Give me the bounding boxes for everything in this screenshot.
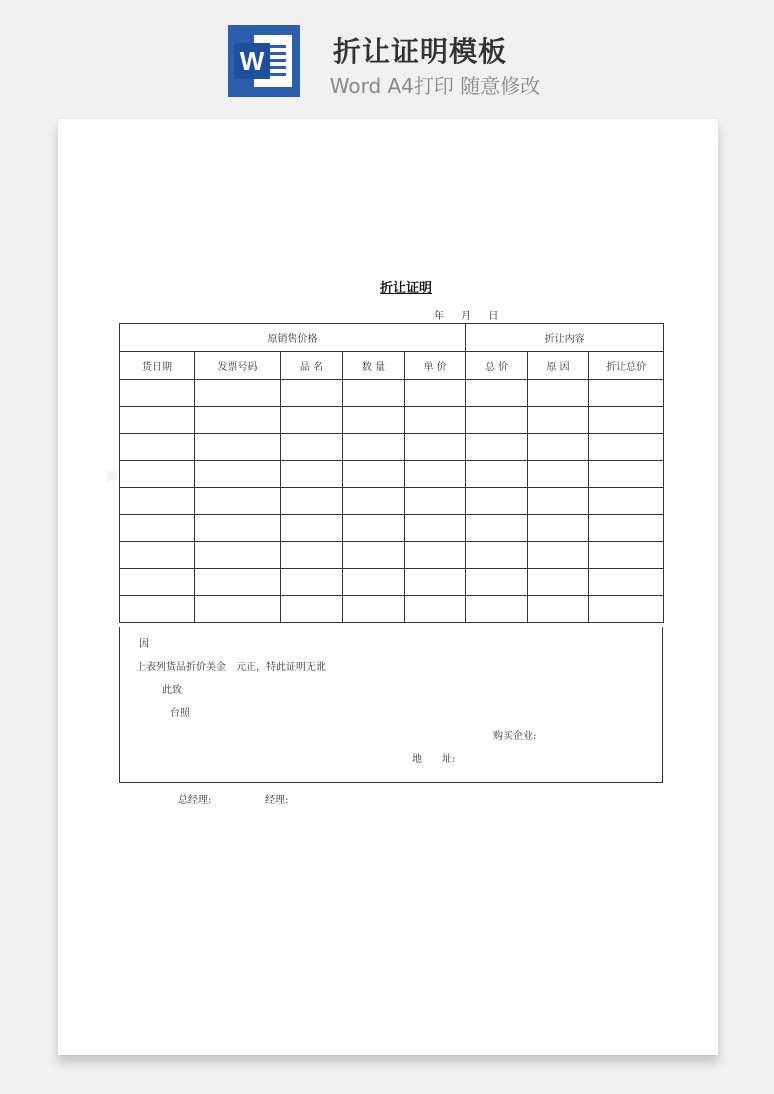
table-row	[120, 488, 664, 515]
table-cell	[195, 515, 281, 542]
column-header: 发票号码	[195, 352, 281, 380]
table-cell	[343, 515, 405, 542]
general-manager-label: 总经理:	[178, 795, 212, 806]
table-cell	[466, 488, 528, 515]
table-cell	[405, 434, 466, 461]
table-cell	[528, 407, 589, 434]
column-header-row	[120, 352, 664, 380]
table-cell	[466, 569, 528, 596]
column-header: 品 名	[281, 352, 343, 380]
table-cell	[466, 407, 528, 434]
discount-table	[119, 323, 664, 623]
table-row	[120, 569, 664, 596]
table-cell	[466, 542, 528, 569]
table-cell	[120, 515, 195, 542]
table-row	[120, 542, 664, 569]
table-cell	[405, 542, 466, 569]
table-cell	[195, 434, 281, 461]
word-doc-icon	[228, 25, 300, 97]
table-cell	[281, 407, 343, 434]
table-cell	[405, 380, 466, 407]
table-cell	[528, 542, 589, 569]
page-title: 折让证明模板	[332, 35, 507, 68]
table-cell	[589, 461, 664, 488]
table-cell	[343, 596, 405, 623]
table-cell	[120, 407, 195, 434]
table-cell	[120, 542, 195, 569]
table-cell	[281, 488, 343, 515]
table-cell	[343, 542, 405, 569]
document-page	[58, 119, 718, 1055]
table-cell	[405, 407, 466, 434]
table-cell	[589, 515, 664, 542]
page-subtitle: Word A4打印 随意修改	[329, 74, 541, 98]
table-row	[120, 434, 664, 461]
table-cell	[405, 461, 466, 488]
table-cell	[405, 569, 466, 596]
column-header: 数 量	[343, 352, 405, 380]
table-cell	[343, 488, 405, 515]
table-cell	[466, 515, 528, 542]
table-cell	[589, 380, 664, 407]
document-title: 折让证明	[379, 281, 432, 296]
table-cell	[120, 380, 195, 407]
table-cell	[195, 569, 281, 596]
table-cell	[405, 596, 466, 623]
table-cell	[589, 596, 664, 623]
table-cell	[281, 515, 343, 542]
table-cell	[195, 542, 281, 569]
table-cell	[195, 488, 281, 515]
table-cell	[120, 488, 195, 515]
table-cell	[281, 380, 343, 407]
table-cell	[466, 461, 528, 488]
table-row	[120, 596, 664, 623]
group-header-original-price: 原销售价格	[120, 324, 466, 352]
table-cell	[120, 596, 195, 623]
note-reason: 因	[139, 639, 149, 650]
group-header-row	[120, 324, 664, 352]
table-cell	[343, 461, 405, 488]
table-cell	[528, 488, 589, 515]
table-cell	[589, 569, 664, 596]
table-cell	[120, 569, 195, 596]
table-cell	[528, 515, 589, 542]
table-cell	[120, 434, 195, 461]
column-header: 货日期	[120, 352, 195, 380]
date-line: 年 月 日	[434, 311, 499, 322]
address-label: 地 址:	[412, 754, 456, 765]
table-cell	[343, 434, 405, 461]
table-row	[120, 407, 664, 434]
manager-label: 经理:	[265, 795, 289, 806]
column-header: 总 价	[466, 352, 528, 380]
table-cell	[195, 407, 281, 434]
column-header: 单 价	[405, 352, 466, 380]
table-cell	[120, 461, 195, 488]
table-cell	[343, 407, 405, 434]
note-salutation: 此致	[162, 685, 182, 696]
column-header: 折让总价	[589, 352, 664, 380]
table-cell	[589, 488, 664, 515]
word-logo-letter: W	[234, 43, 270, 79]
column-header: 原 因	[528, 352, 589, 380]
table-row	[120, 380, 664, 407]
table-cell	[343, 380, 405, 407]
table-cell	[195, 380, 281, 407]
table-cell	[466, 380, 528, 407]
buyer-label: 购买企业:	[493, 731, 537, 742]
table-cell	[528, 434, 589, 461]
table-cell	[466, 596, 528, 623]
table-cell	[528, 461, 589, 488]
note-regards: 台照	[170, 708, 190, 719]
table-cell	[528, 596, 589, 623]
table-cell	[589, 407, 664, 434]
table-cell	[281, 542, 343, 569]
notes-box	[119, 627, 663, 783]
table-row	[120, 461, 664, 488]
table-cell	[195, 596, 281, 623]
table-cell	[281, 434, 343, 461]
table-cell	[195, 461, 281, 488]
table-cell	[589, 542, 664, 569]
table-cell	[281, 461, 343, 488]
table-cell	[343, 569, 405, 596]
table-cell	[528, 569, 589, 596]
group-header-discount-content: 折让内容	[466, 324, 664, 352]
table-cell	[466, 434, 528, 461]
note-statement: 上表列货品折价美金 元正，特此证明无讹	[136, 662, 326, 673]
table-cell	[528, 380, 589, 407]
table-cell	[281, 596, 343, 623]
table-row	[120, 515, 664, 542]
table-cell	[405, 515, 466, 542]
table-cell	[281, 569, 343, 596]
template-header	[0, 0, 774, 110]
table-cell	[589, 434, 664, 461]
table-cell	[405, 488, 466, 515]
